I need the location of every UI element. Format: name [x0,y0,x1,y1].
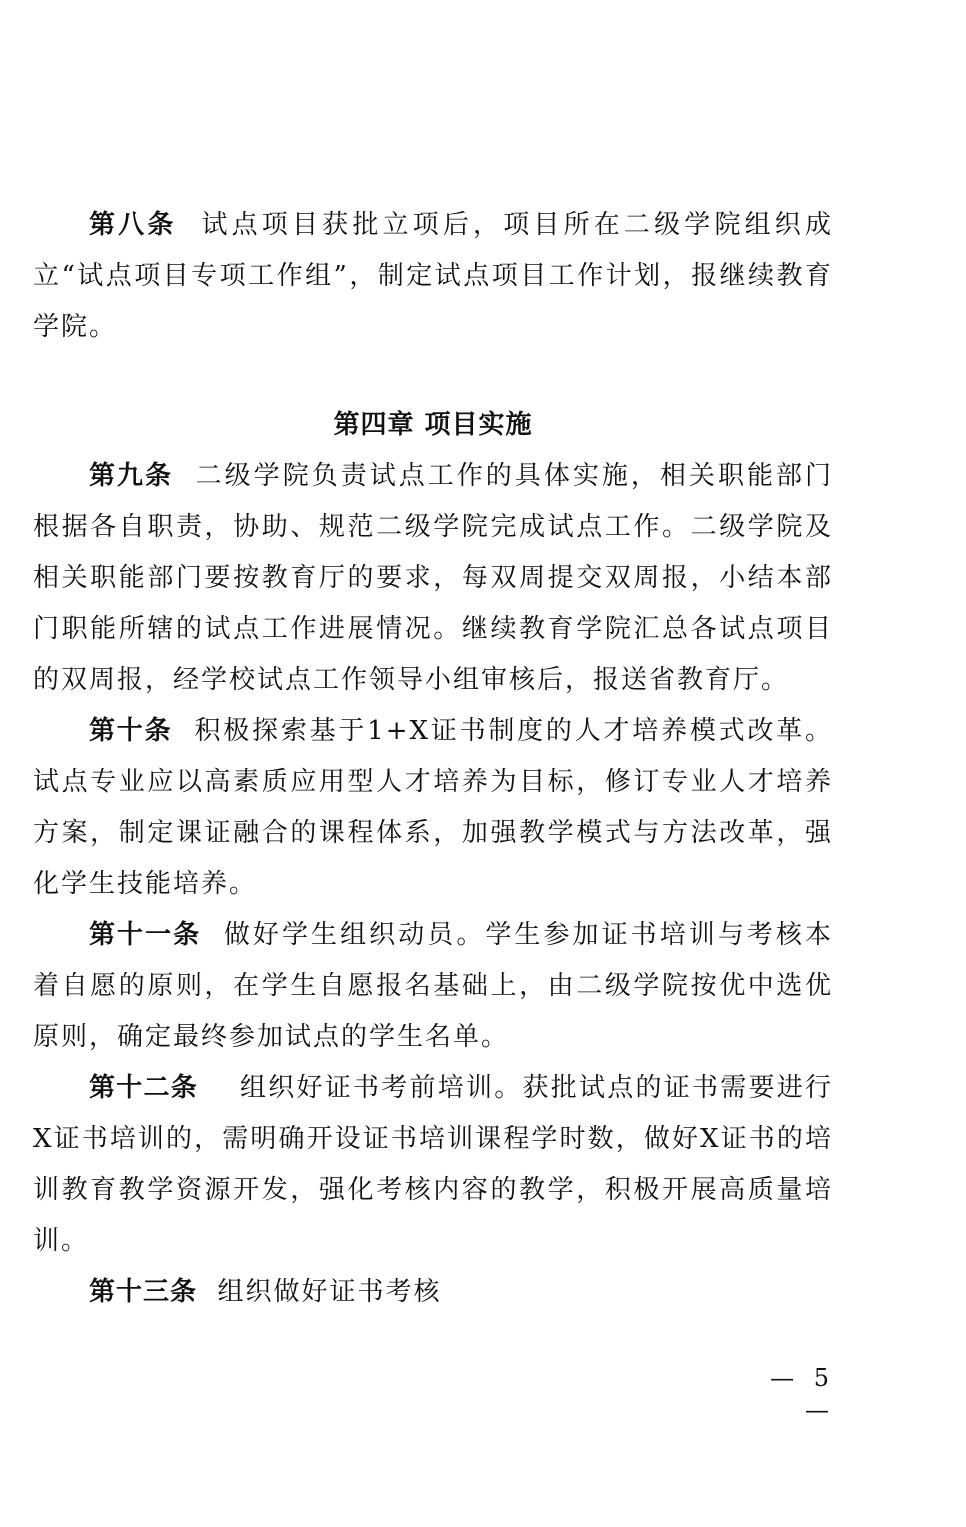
article-9-heading: 第九条 [89,461,174,491]
article-13 [33,1267,833,1318]
article-13-text: 组织做好证书考核 [217,1277,442,1307]
article-12 [33,1063,833,1267]
article-10 [33,706,833,910]
article-8-heading: 第八条 [89,210,177,240]
article-10-text: 积极探索基于1+X证书制度的人才培养模式改革。试点专业应以高素质应用型人才培养为目标，修订专业人才培养方案，制定课证融合的课程体系，加强教学模式与方法改革，强化学生技能培养。 [33,716,833,899]
page-number: — 5 — [770,1364,835,1424]
article-9 [33,451,833,706]
chapter-4-title: 第四章 项目实施 [333,410,533,440]
article-11-heading: 第十一条 [89,920,202,950]
article-9-text: 二级学院负责试点工作的具体实施，相关职能部门根据各自职责，协助、规范二级学院完成试点工作。二级学院及相关职能部门要按教育厅的要求，每双周提交双周报，小结本部门职能所辖的试点工作进展情况。继续教育学院汇总各试点项目的双周报，经学校试点工作领导小组审核后，报送省教育厅。 [33,461,833,695]
article-13-heading: 第十三条 [89,1277,198,1307]
article-11-text: 做好学生组织动员。学生参加证书培训与考核本着自愿的原则，在学生自愿报名基础上，由二级学院按优中选优原则，确定最终参加试点的学生名单。 [33,920,833,1052]
article-12-text: 组织好证书考前培训。获批试点的证书需要进行X证书培训的，需明确开设证书培训课程学时数，做好X证书的培训教育教学资源开发，强化考核内容的教学，积极开展高质量培训。 [33,1073,833,1256]
document-body [33,200,833,1318]
article-12-heading: 第十二条 [89,1073,198,1103]
article-11 [33,910,833,1063]
article-10-heading: 第十条 [89,716,173,746]
article-8 [33,200,833,353]
article-8-text: 试点项目获批立项后，项目所在二级学院组织成立“试点项目专项工作组”，制定试点项目工作计划，报继续教育学院。 [33,210,833,342]
